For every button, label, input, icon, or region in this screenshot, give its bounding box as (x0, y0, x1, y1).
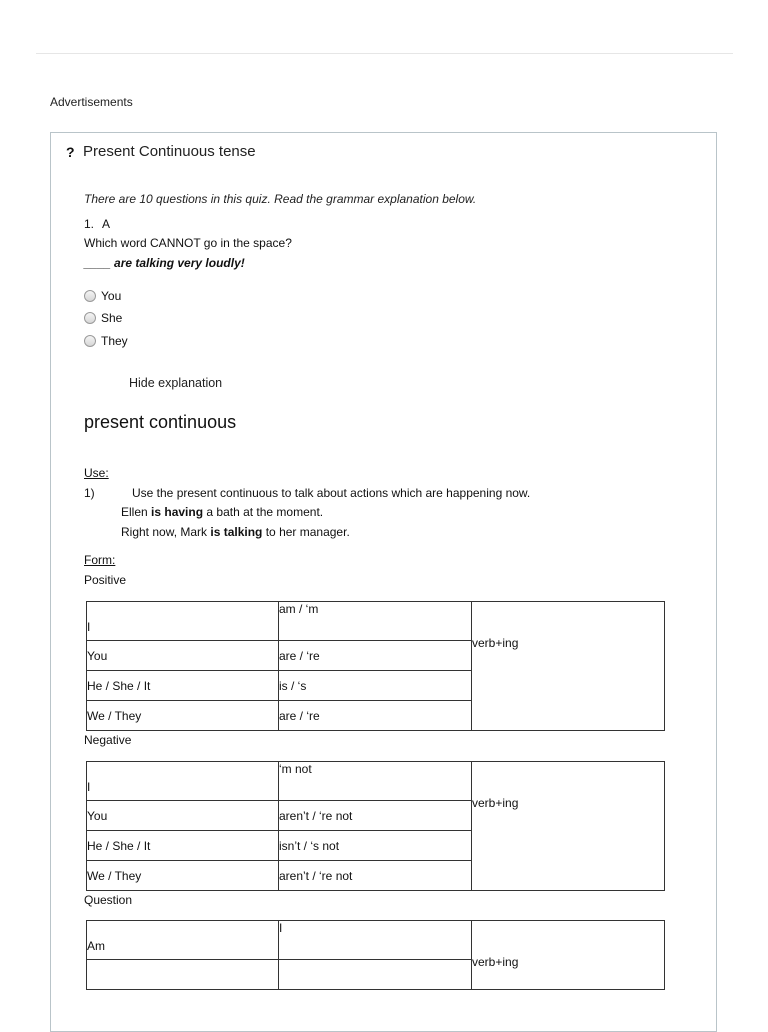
question-table (86, 920, 665, 990)
radio-icon[interactable] (84, 290, 96, 302)
negative-label: Negative (84, 733, 132, 747)
quiz-title: Present Continuous tense (83, 143, 256, 160)
table-cell: aren’t / ‘re not (279, 861, 472, 891)
verb-cell: verb+ing (472, 921, 665, 990)
example-text: Ellen (121, 505, 152, 519)
table-cell: He / She / It (87, 831, 279, 861)
verb-cell: verb+ing (472, 762, 665, 891)
quiz-intro: There are 10 questions in this quiz. Read the grammar explanation below. (84, 192, 477, 206)
table-cell: I (87, 762, 279, 801)
option-they[interactable] (84, 334, 128, 348)
radio-icon[interactable] (84, 312, 96, 324)
verb-cell: verb+ing (472, 602, 665, 731)
option-you[interactable] (84, 289, 121, 303)
table-cell: aren’t / ‘re not (279, 801, 472, 831)
top-divider (36, 53, 733, 54)
question-number (84, 217, 118, 231)
question-mark-icon: ? (66, 144, 75, 160)
table-cell: We / They (87, 701, 279, 731)
positive-table (86, 601, 665, 731)
question-text: Which word CANNOT go in the space? (84, 236, 292, 250)
table-cell: We / They (87, 861, 279, 891)
question-form-label: Question (84, 893, 133, 907)
table-cell: are / ‘re (279, 701, 472, 731)
negative-table (86, 761, 665, 891)
table-cell: ‘m not (279, 762, 472, 801)
table-cell: He / She / It (87, 671, 279, 701)
option-label: You (101, 289, 122, 303)
positive-label: Positive (84, 573, 127, 587)
table-cell: isn’t / ‘s not (279, 831, 472, 861)
example-text: a bath at the moment. (203, 505, 324, 519)
table-cell (87, 960, 279, 990)
example-text: to her manager. (262, 525, 350, 539)
use-label: Use: (84, 466, 109, 480)
table-cell: are / ‘re (279, 641, 472, 671)
rule-number: 1) (84, 486, 95, 500)
table-cell: You (87, 641, 279, 671)
radio-icon[interactable] (84, 335, 96, 347)
table-cell: Am (87, 921, 279, 960)
example-verb: is having (151, 505, 204, 519)
example-1 (121, 505, 323, 519)
table-cell: You (87, 801, 279, 831)
table-cell (279, 960, 472, 990)
option-label: They (101, 334, 128, 348)
question-prompt: ____ are talking very loudly! (84, 256, 245, 270)
example-text: Right now, Mark (121, 525, 211, 539)
rule-text: Use the present continuous to talk about actions which are happening now. (132, 486, 531, 500)
table-cell: I (87, 602, 279, 641)
rule-line (84, 486, 530, 500)
option-label: She (101, 311, 123, 325)
form-label: Form: (84, 553, 116, 567)
example-2 (121, 525, 350, 539)
explanation-heading: present continuous (84, 412, 237, 432)
example-verb: is talking (210, 525, 263, 539)
question-number-value: 1. (84, 217, 95, 231)
advertisements-label: Advertisements (50, 95, 133, 109)
option-she[interactable] (84, 311, 122, 325)
quiz-container (50, 132, 717, 1032)
question-letter: A (102, 217, 111, 231)
table-cell: am / ‘m (279, 602, 472, 641)
table-cell: is / ‘s (279, 671, 472, 701)
hide-explanation-button[interactable]: Hide explanation (129, 376, 223, 390)
table-cell: I (279, 921, 472, 960)
